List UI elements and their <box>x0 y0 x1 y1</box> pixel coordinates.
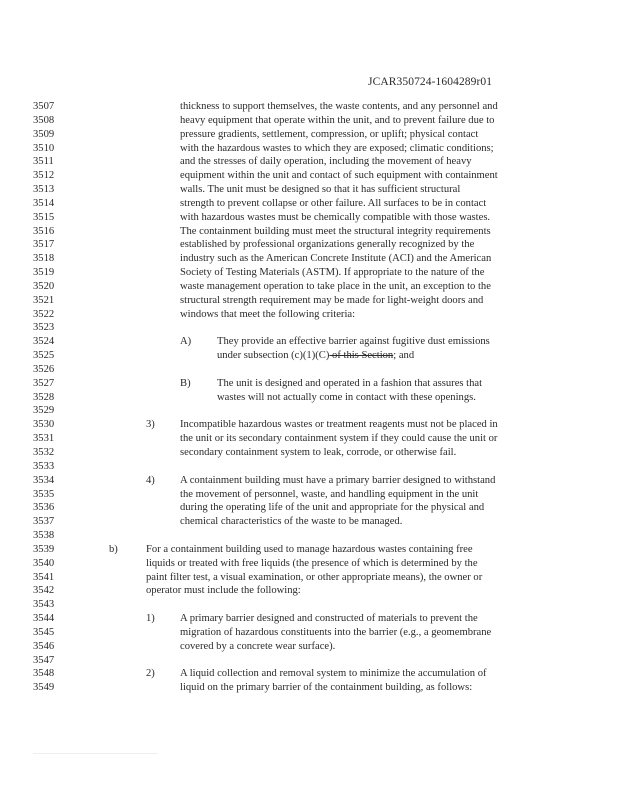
paragraph-line: industry such as the American Concrete Institute (ACI) and the American <box>180 253 492 265</box>
paragraph-line: strength to prevent collapse or other failure. All surfaces to be in contact <box>180 197 487 209</box>
line-number: 3518 <box>33 253 55 265</box>
item-a-line <box>217 349 414 363</box>
line-number: 3539 <box>33 543 55 555</box>
line-number: 3532 <box>33 447 55 458</box>
item-b1-line: A primary barrier designed and constructed of materials to prevent the <box>180 613 478 625</box>
line-number: 3545 <box>33 626 55 638</box>
line-number: 3544 <box>33 613 55 625</box>
line-number: 3525 <box>33 350 55 362</box>
paragraph-line: structural strength requirement may be made for light-weight doors and <box>180 294 484 306</box>
paragraph-line: equipment within the unit and contact of such equipment with containment <box>180 170 498 182</box>
item-b2-line: liquid on the primary barrier of the containment building, as follows: <box>180 682 473 694</box>
paragraph-line: thickness to support themselves, the waste contents, and any personnel and <box>180 101 498 112</box>
line-number: 3547 <box>33 654 55 666</box>
line-number: 3517 <box>33 239 55 251</box>
paragraph-line: and the stresses of daily operation, including the movement of heavy <box>180 156 472 168</box>
item-b-section-label: b) <box>109 543 118 555</box>
item-a-line: They provide an effective barrier against fugitive dust emissions <box>217 336 490 348</box>
paragraph-line: waste management operation to take place in the unit, an exception to the <box>180 280 491 292</box>
line-number: 3510 <box>33 142 55 154</box>
line-number: 3520 <box>33 280 55 292</box>
line-number: 3540 <box>33 557 55 569</box>
item-b-line: The unit is designed and operated in a fashion that assures that <box>217 377 483 389</box>
line-number: 3511 <box>33 156 54 168</box>
item-b-line: wastes will not actually come in contact with these openings. <box>217 391 476 403</box>
item-b-section-line: operator must include the following: <box>146 585 301 597</box>
item-4-line: during the operating life of the unit and appropriate for the physical and <box>180 502 485 514</box>
line-number: 3537 <box>33 516 55 528</box>
line-number: 3512 <box>33 170 55 182</box>
line-number: 3522 <box>33 308 55 320</box>
line-number: 3530 <box>33 419 55 431</box>
item-3-label: 3) <box>146 419 155 431</box>
deleted-text: of this Section <box>329 350 394 362</box>
line-number: 3515 <box>33 211 55 223</box>
item-4-line: the movement of personnel, waste, and handling equipment in the unit <box>180 488 479 500</box>
line-number: 3509 <box>33 128 55 140</box>
line-number: 3542 <box>33 585 55 597</box>
item-b-section-line: liquids or treated with free liquids (the presence of which is determined by the <box>146 557 478 569</box>
line-number: 3543 <box>33 599 55 611</box>
item-b-label: B) <box>180 377 191 389</box>
item-a-label: A) <box>180 336 192 348</box>
paragraph-line: with hazardous wastes must be chemically compatible with those wastes. <box>180 211 491 223</box>
line-number: 3519 <box>33 267 55 279</box>
paragraph-line: pressure gradients, settlement, compression, or uplift; physical contact <box>180 128 479 140</box>
item-b-section-line: For a containment building used to manage hazardous wastes containing free <box>146 543 473 555</box>
line-number: 3533 <box>33 460 55 472</box>
line-number: 3548 <box>33 668 55 680</box>
line-number: 3549 <box>33 682 55 694</box>
item-b-section-line: paint filter test, a visual examination, or other appropriate means), the owner or <box>146 571 483 583</box>
line-number: 3531 <box>33 433 55 445</box>
line-number: 3526 <box>33 363 55 375</box>
item-b2-line: A liquid collection and removal system to minimize the accumulation of <box>180 668 487 680</box>
line-number: 3536 <box>33 502 55 514</box>
line-number: 3514 <box>33 197 55 209</box>
item-3-line: Incompatible hazardous wastes or treatment reagents must not be placed in <box>180 419 498 431</box>
line-number: 3528 <box>33 391 55 403</box>
paragraph-line: windows that meet the following criteria: <box>180 308 356 320</box>
item-4-line: chemical characteristics of the waste to be managed. <box>180 516 403 528</box>
line-number: 3541 <box>33 571 55 583</box>
line-number: 3546 <box>33 640 55 652</box>
line-number: 3529 <box>33 405 55 417</box>
footer-divider <box>33 753 158 754</box>
document-id-header: JCAR350724-1604289r01 <box>368 76 493 88</box>
paragraph-line: heavy equipment that operate within the unit, and to prevent failure due to <box>180 114 495 126</box>
item-3-line: the unit or its secondary containment system if they could cause the unit or <box>180 433 498 445</box>
paragraph-line: with the hazardous wastes to which they are exposed; climatic conditions; <box>180 142 494 154</box>
line-number: 3538 <box>33 530 55 542</box>
line-number: 3508 <box>33 114 55 126</box>
line-number: 3524 <box>33 336 55 348</box>
item-a-text: under subsection (c)(1)(C) <box>217 350 330 362</box>
item-b1-line: migration of hazardous constituents into the barrier (e.g., a geomembrane <box>180 626 492 638</box>
item-a-text: ; and <box>393 350 415 362</box>
line-number: 3521 <box>33 294 55 306</box>
item-3-line: secondary containment system to leak, corrode, or otherwise fail. <box>180 447 457 458</box>
line-number: 3535 <box>33 488 55 500</box>
line-number: 3523 <box>33 322 55 334</box>
line-number: 3513 <box>33 184 55 196</box>
line-number: 3527 <box>33 377 55 389</box>
paragraph-line: established by professional organizations generally recognized by the <box>180 239 475 251</box>
item-b1-line: covered by a concrete wear surface). <box>180 640 336 652</box>
paragraph-line: The containment building must meet the structural integrity requirements <box>180 225 491 237</box>
item-b1-label: 1) <box>146 613 155 625</box>
paragraph-line: Society of Testing Materials (ASTM). If appropriate to the nature of the <box>180 267 485 279</box>
item-4-label: 4) <box>146 474 155 486</box>
line-number: 3534 <box>33 474 55 486</box>
item-4-line: A containment building must have a primary barrier designed to withstand <box>180 474 496 486</box>
line-number: 3507 <box>33 101 55 112</box>
item-b2-label: 2) <box>146 668 155 680</box>
paragraph-line: walls. The unit must be designed so that it has sufficient structural <box>180 184 461 196</box>
line-number: 3516 <box>33 225 55 237</box>
